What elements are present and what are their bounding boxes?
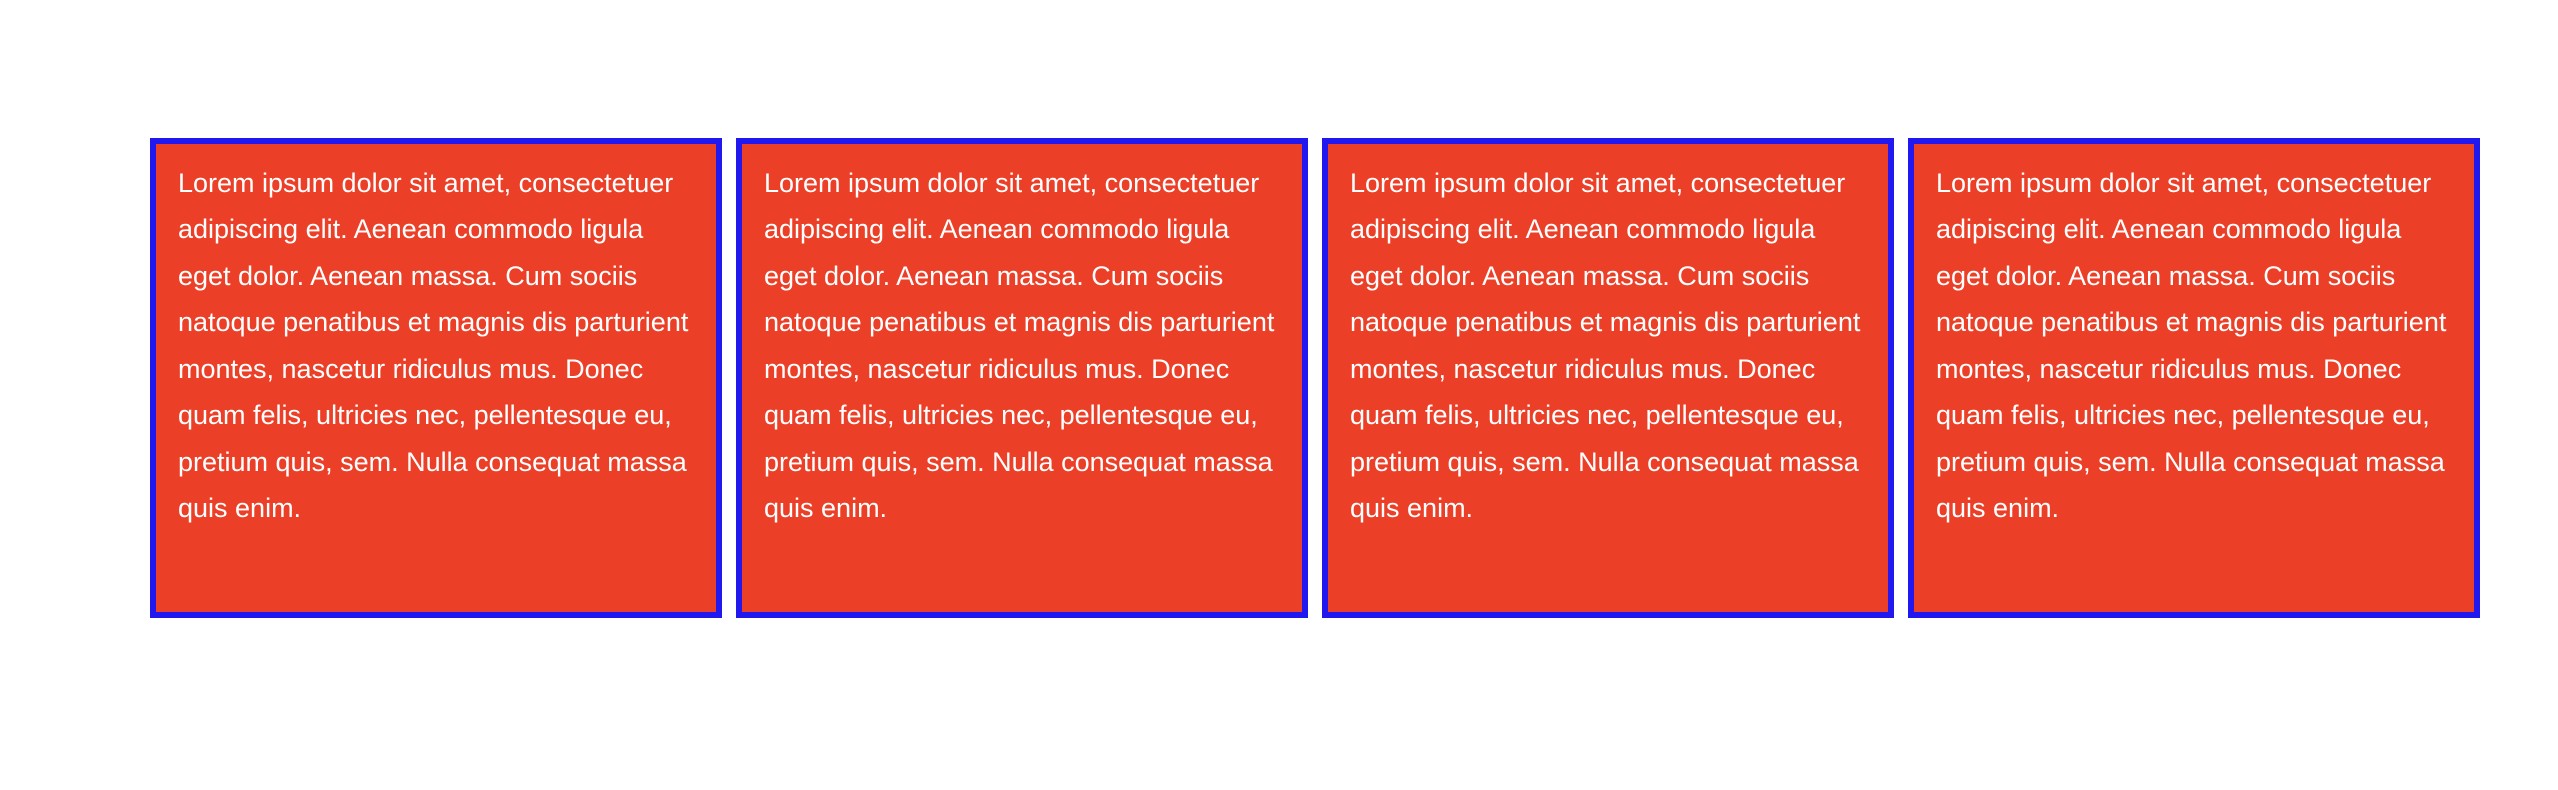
text-column <box>150 138 722 618</box>
text-column <box>1322 138 1894 618</box>
column-group <box>150 138 2480 618</box>
text-column <box>736 138 1308 618</box>
column-paragraph: Lorem ipsum dolor sit amet, consectetuer adipiscing elit. Aenean commodo ligula eget dolor. Aenean massa. Cum sociis natoque penatibus et magnis dis parturient montes, nascetur ridiculus mus. Donec quam felis, ultricies nec, pellentesque eu, pretium quis, sem. Nulla consequat massa quis enim. <box>764 168 1275 524</box>
column-paragraph: Lorem ipsum dolor sit amet, consectetuer adipiscing elit. Aenean commodo ligula eget dolor. Aenean massa. Cum sociis natoque penatibus et magnis dis parturient montes, nascetur ridiculus mus. Donec quam felis, ultricies nec, pellentesque eu, pretium quis, sem. Nulla consequat massa quis enim. <box>178 168 689 524</box>
column-paragraph: Lorem ipsum dolor sit amet, consectetuer adipiscing elit. Aenean commodo ligula eget dolor. Aenean massa. Cum sociis natoque penatibus et magnis dis parturient montes, nascetur ridiculus mus. Donec quam felis, ultricies nec, pellentesque eu, pretium quis, sem. Nulla consequat massa quis enim. <box>1350 168 1861 524</box>
column-paragraph: Lorem ipsum dolor sit amet, consectetuer adipiscing elit. Aenean commodo ligula eget dolor. Aenean massa. Cum sociis natoque penatibus et magnis dis parturient montes, nascetur ridiculus mus. Donec quam felis, ultricies nec, pellentesque eu, pretium quis, sem. Nulla consequat massa quis enim. <box>1936 168 2447 524</box>
text-column <box>1908 138 2480 618</box>
